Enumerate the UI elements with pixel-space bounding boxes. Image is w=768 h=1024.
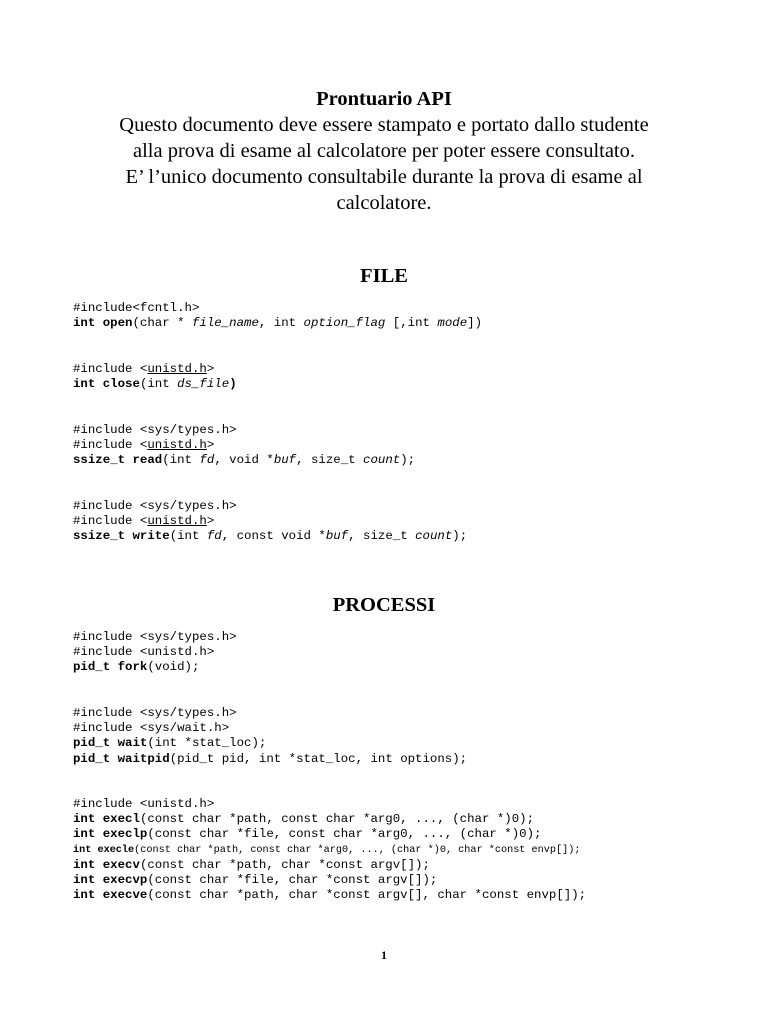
code-segment: count: [415, 529, 453, 544]
code-segment: wait: [117, 736, 148, 751]
code-segment: execvp: [102, 872, 148, 887]
code-segment: fork: [117, 660, 148, 675]
code-segment: int: [73, 377, 103, 392]
code-segment: #include <sys/types.h>: [73, 423, 237, 437]
code-line: [73, 721, 467, 736]
code-segment: ds_file: [177, 377, 230, 392]
code-segment: (const char *file, const char *arg0, ..., (char *)0);: [147, 827, 542, 842]
code-line: [73, 736, 467, 751]
code-segment: close: [102, 377, 140, 392]
code-segment: #include<fcntl.h>: [73, 301, 200, 315]
code-segment: execve: [102, 888, 148, 903]
code-line: [73, 660, 237, 675]
code-line: [73, 888, 586, 903]
code-segment: , int: [258, 316, 304, 331]
code-segment: int: [73, 872, 103, 887]
code-segment: (char *: [132, 316, 192, 331]
code-segment: (const char *path, char *const argv[]);: [139, 857, 430, 872]
intro-line: E’ l’unico documento consultabile durante la prova di esame al: [125, 166, 643, 188]
code-segment: #include <sys/types.h>: [73, 706, 237, 720]
code-segment: (void);: [147, 660, 200, 675]
code-segment: execv: [102, 857, 140, 872]
code-segment: >: [206, 362, 215, 376]
code-block-wait: [73, 706, 467, 767]
code-line: [73, 377, 237, 392]
code-line: [73, 858, 586, 873]
code-line: [73, 453, 415, 468]
page-number: 1: [381, 948, 387, 962]
code-segment: , size_t: [296, 453, 364, 468]
code-segment: (const char *path, const char *arg0, ..., (char *)0, char *const envp[]);: [134, 844, 581, 856]
code-segment: #include <unistd.h>: [73, 797, 215, 811]
code-segment: (const char *path, const char *arg0, ..., (char *)0);: [139, 812, 535, 827]
code-segment: #include <: [73, 514, 148, 529]
code-line: [73, 423, 415, 438]
code-line: [73, 645, 237, 660]
code-segment: pid_t: [73, 660, 118, 675]
code-segment: buf: [273, 453, 297, 468]
code-line: [73, 301, 482, 316]
intro-line: alla prova di esame al calcolatore per poter essere consultato.: [132, 140, 636, 162]
document-title: Prontuario API: [316, 88, 452, 110]
code-line: [73, 752, 467, 767]
code-line: [73, 812, 586, 827]
code-segment: open: [102, 316, 133, 331]
code-line: [73, 529, 467, 544]
code-block-fork: [73, 630, 237, 676]
code-segment: (const char *path, char *const argv[], char *const envp[]);: [147, 888, 587, 903]
code-segment: >: [206, 514, 215, 529]
code-segment: int: [73, 812, 103, 827]
code-line: [73, 316, 482, 331]
code-segment: option_flag: [303, 316, 386, 331]
section-heading-file: FILE: [360, 265, 408, 287]
code-segment: unistd.h: [147, 514, 207, 529]
code-block-exec: [73, 797, 586, 903]
code-segment: fd: [199, 453, 215, 468]
code-segment: pid_t: [73, 736, 118, 751]
code-segment: (int *stat_loc);: [147, 736, 267, 751]
code-segment: unistd.h: [147, 362, 207, 376]
code-segment: #include <unistd.h>: [73, 645, 215, 660]
code-line: [73, 514, 467, 529]
code-segment: file_name: [192, 316, 259, 331]
intro-line: calcolatore.: [336, 192, 432, 214]
code-line: [73, 362, 237, 377]
code-segment: #include <sys/types.h>: [73, 630, 237, 644]
code-segment: fd: [206, 529, 222, 544]
code-block-close: [73, 362, 237, 392]
code-segment: int: [73, 316, 103, 331]
code-segment: execl: [102, 812, 140, 827]
code-segment: int: [73, 857, 103, 872]
intro-line: Questo documento deve essere stampato e portato dallo studente: [119, 114, 649, 136]
code-segment: buf: [325, 529, 349, 544]
code-segment: int: [73, 844, 98, 856]
code-segment: );: [452, 529, 468, 544]
code-line: [73, 797, 586, 812]
code-block-read: [73, 423, 415, 469]
code-segment: , void *: [214, 453, 274, 468]
code-segment: (const char *file, char *const argv[]);: [147, 872, 438, 887]
code-segment: int: [73, 888, 103, 903]
code-segment: waitpid: [117, 751, 170, 766]
code-line: [73, 499, 467, 514]
code-segment: #include <: [73, 438, 148, 453]
code-line: [73, 438, 415, 453]
code-segment: execlp: [102, 827, 148, 842]
code-segment: unistd.h: [147, 438, 207, 453]
code-line: [73, 630, 237, 645]
code-segment: write: [132, 529, 170, 544]
section-heading-processi: PROCESSI: [332, 594, 436, 616]
code-segment: (pid_t pid, int *stat_loc, int options);: [169, 751, 468, 766]
code-segment: ssize_t: [73, 453, 133, 468]
code-segment: );: [400, 453, 416, 468]
code-segment: read: [132, 453, 163, 468]
code-segment: (int: [169, 529, 207, 544]
code-line: [73, 706, 467, 721]
code-block-open: [73, 301, 482, 331]
code-segment: (int: [139, 377, 178, 392]
code-block-write: [73, 499, 467, 545]
code-segment: , const void *: [221, 529, 326, 544]
code-segment: mode: [437, 316, 468, 331]
code-segment: ]): [467, 316, 483, 331]
code-segment: [,int: [385, 316, 438, 331]
code-segment: int: [73, 827, 103, 842]
code-segment: , size_t: [348, 529, 416, 544]
code-segment: pid_t: [73, 751, 118, 766]
code-segment: #include <sys/types.h>: [73, 499, 237, 513]
code-segment: #include <sys/wait.h>: [73, 721, 230, 736]
code-line: [73, 843, 586, 858]
code-segment: (int: [162, 453, 200, 468]
code-segment: count: [363, 453, 401, 468]
code-line: [73, 827, 586, 842]
code-segment: #include <: [73, 362, 148, 376]
code-segment: execle: [97, 844, 135, 856]
code-segment: ssize_t: [73, 529, 133, 544]
code-segment: >: [206, 438, 215, 453]
code-line: [73, 873, 586, 888]
code-segment: ): [229, 377, 237, 392]
document-header: [60, 86, 708, 216]
